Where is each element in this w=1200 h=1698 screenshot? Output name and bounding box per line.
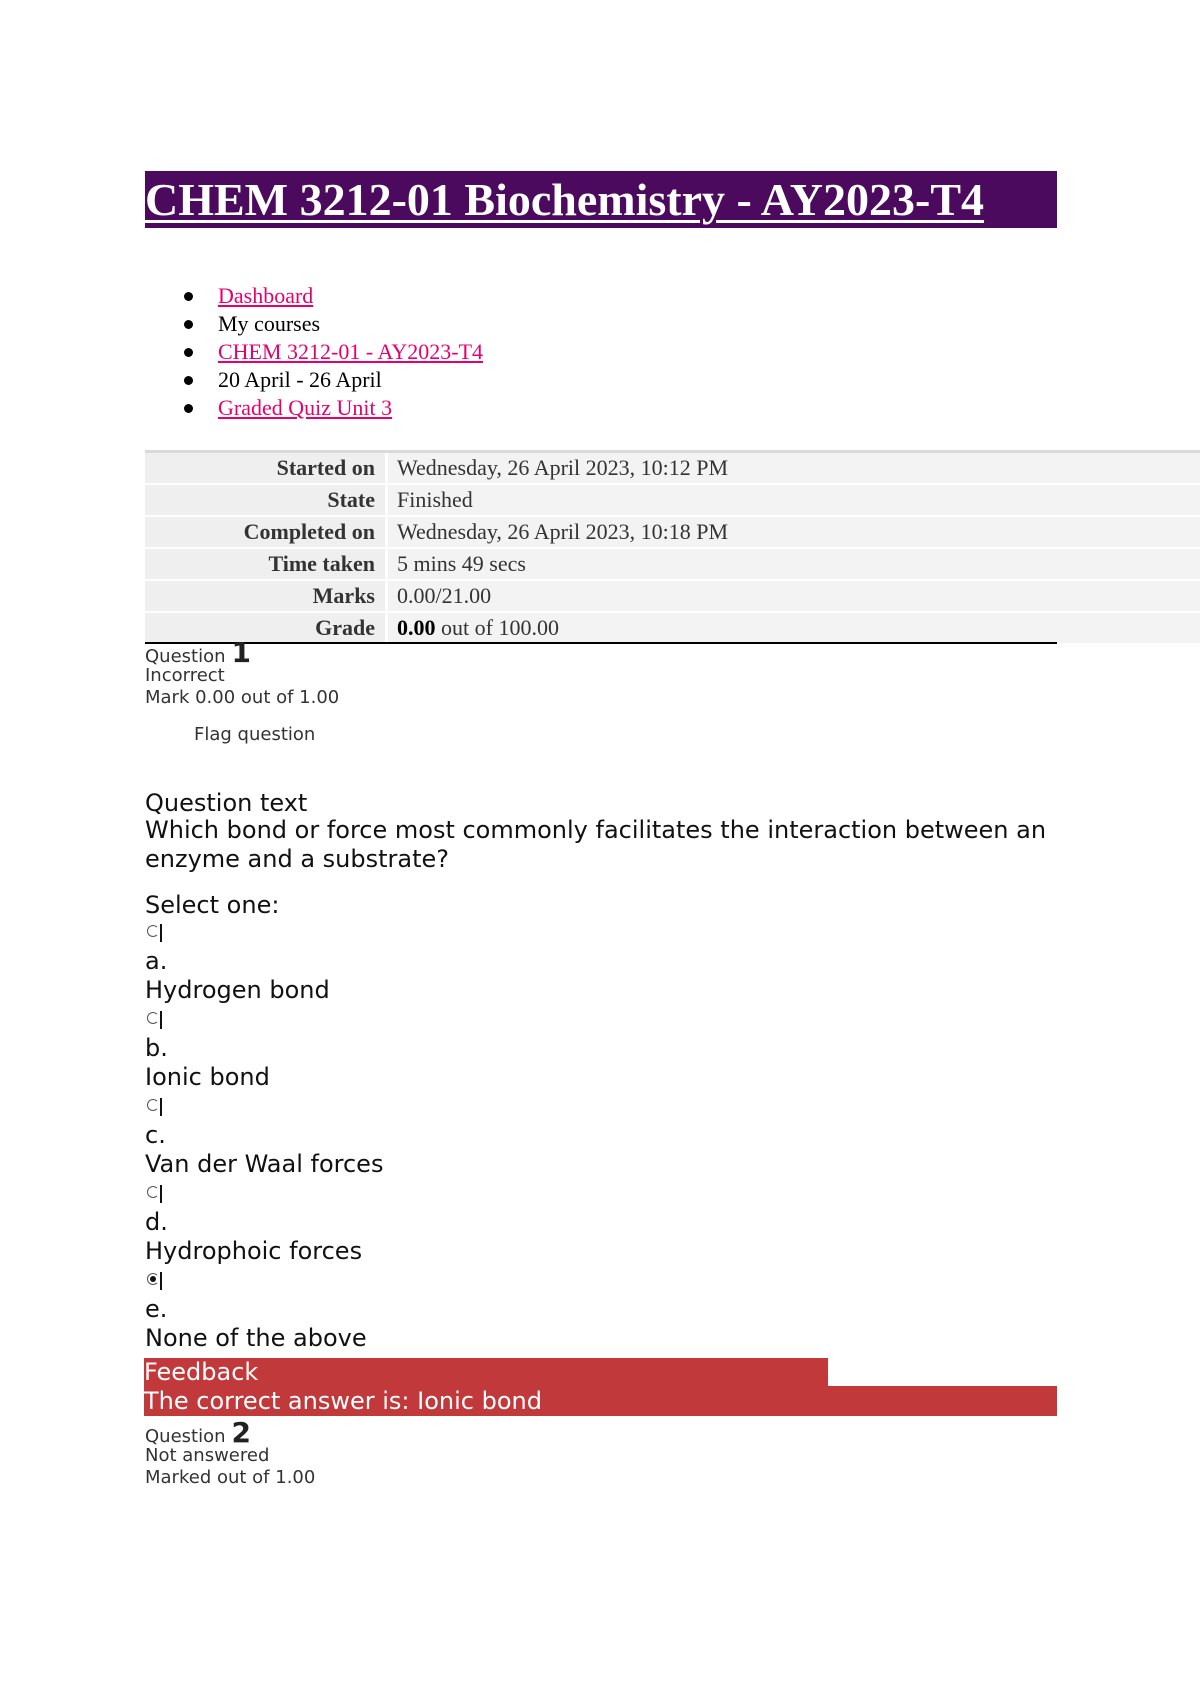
breadcrumb-item-my-courses [145,310,483,338]
radio-button[interactable] [147,1185,163,1203]
question-prefix: Question [145,646,226,667]
summary-label: Marks [312,583,375,608]
summary-label: Grade [315,615,375,640]
summary-label: Time taken [268,551,375,576]
breadcrumb-text-week: 20 April - 26 April [218,367,382,392]
question-state: Not answered [145,1445,270,1466]
summary-label: Completed on [243,519,375,544]
option-text: Van der Waal forces [145,1150,384,1178]
option-text: Hydrogen bond [145,976,330,1004]
summary-value: 0.00/21.00 [385,581,1200,611]
grade-score: 0.00 [397,615,436,640]
radio-button[interactable] [147,1098,163,1116]
summary-value [385,613,1200,643]
summary-row-time-taken [145,549,1200,579]
breadcrumb [145,282,483,422]
breadcrumb-link-quiz[interactable]: Graded Quiz Unit 3 [218,395,393,420]
summary-value: Finished [385,485,1200,515]
question-text-label: Question text [145,789,308,817]
option-text: None of the above [145,1324,367,1352]
breadcrumb-text-my-courses: My courses [218,311,321,336]
flag-question-button[interactable]: Flag question [194,724,316,745]
option-letter: c. [145,1121,166,1149]
option-letter: d. [145,1208,168,1236]
summary-value: Wednesday, 26 April 2023, 10:12 PM [385,453,1200,483]
radio-button-selected[interactable] [147,1272,163,1290]
summary-label: Started on [276,455,375,480]
option-text: Hydrophoic forces [145,1237,363,1265]
summary-value: Wednesday, 26 April 2023, 10:18 PM [385,517,1200,547]
summary-row-state [145,485,1200,515]
quiz-summary-table [145,450,1200,645]
summary-label: State [327,487,375,512]
question-mark: Mark 0.00 out of 1.00 [145,687,340,708]
question-text: Which bond or force most commonly facilitates the interaction between an enzyme and a substrate? [145,816,1047,873]
option-letter: e. [145,1295,168,1323]
radio-button[interactable] [147,1011,163,1029]
question-info-2 [145,1416,316,1489]
option-letter: b. [145,1034,168,1062]
question-number: 1 [231,636,251,669]
course-title [145,171,1057,228]
breadcrumb-item-week [145,366,483,394]
question-number: 2 [231,1416,251,1449]
breadcrumb-item-dashboard[interactable] [145,282,483,310]
summary-row-started-on [145,450,1200,483]
question-mark: Marked out of 1.00 [145,1467,316,1488]
breadcrumb-link-dashboard[interactable]: Dashboard [218,283,314,308]
feedback-correct-answer: The correct answer is: Ionic bond [144,1386,1057,1416]
summary-row-completed-on [145,517,1200,547]
select-one-label: Select one: [145,891,280,919]
feedback-heading: Feedback [144,1358,828,1386]
question-prefix: Question [145,1426,226,1447]
summary-row-grade [145,613,1200,643]
option-letter: a. [145,947,168,975]
question-info-1 [145,636,340,709]
option-text: Ionic bond [145,1063,270,1091]
breadcrumb-item-quiz[interactable] [145,394,483,422]
course-title-text: CHEM 3212-01 Biochemistry - AY2023-T4 [145,174,985,225]
summary-row-marks [145,581,1200,611]
question-state: Incorrect [145,665,225,686]
summary-value: 5 mins 49 secs [385,549,1200,579]
breadcrumb-item-course[interactable] [145,338,483,366]
radio-button[interactable] [147,924,163,942]
breadcrumb-link-course[interactable]: CHEM 3212-01 - AY2023-T4 [218,339,484,364]
grade-out-of: out of 100.00 [435,615,559,640]
